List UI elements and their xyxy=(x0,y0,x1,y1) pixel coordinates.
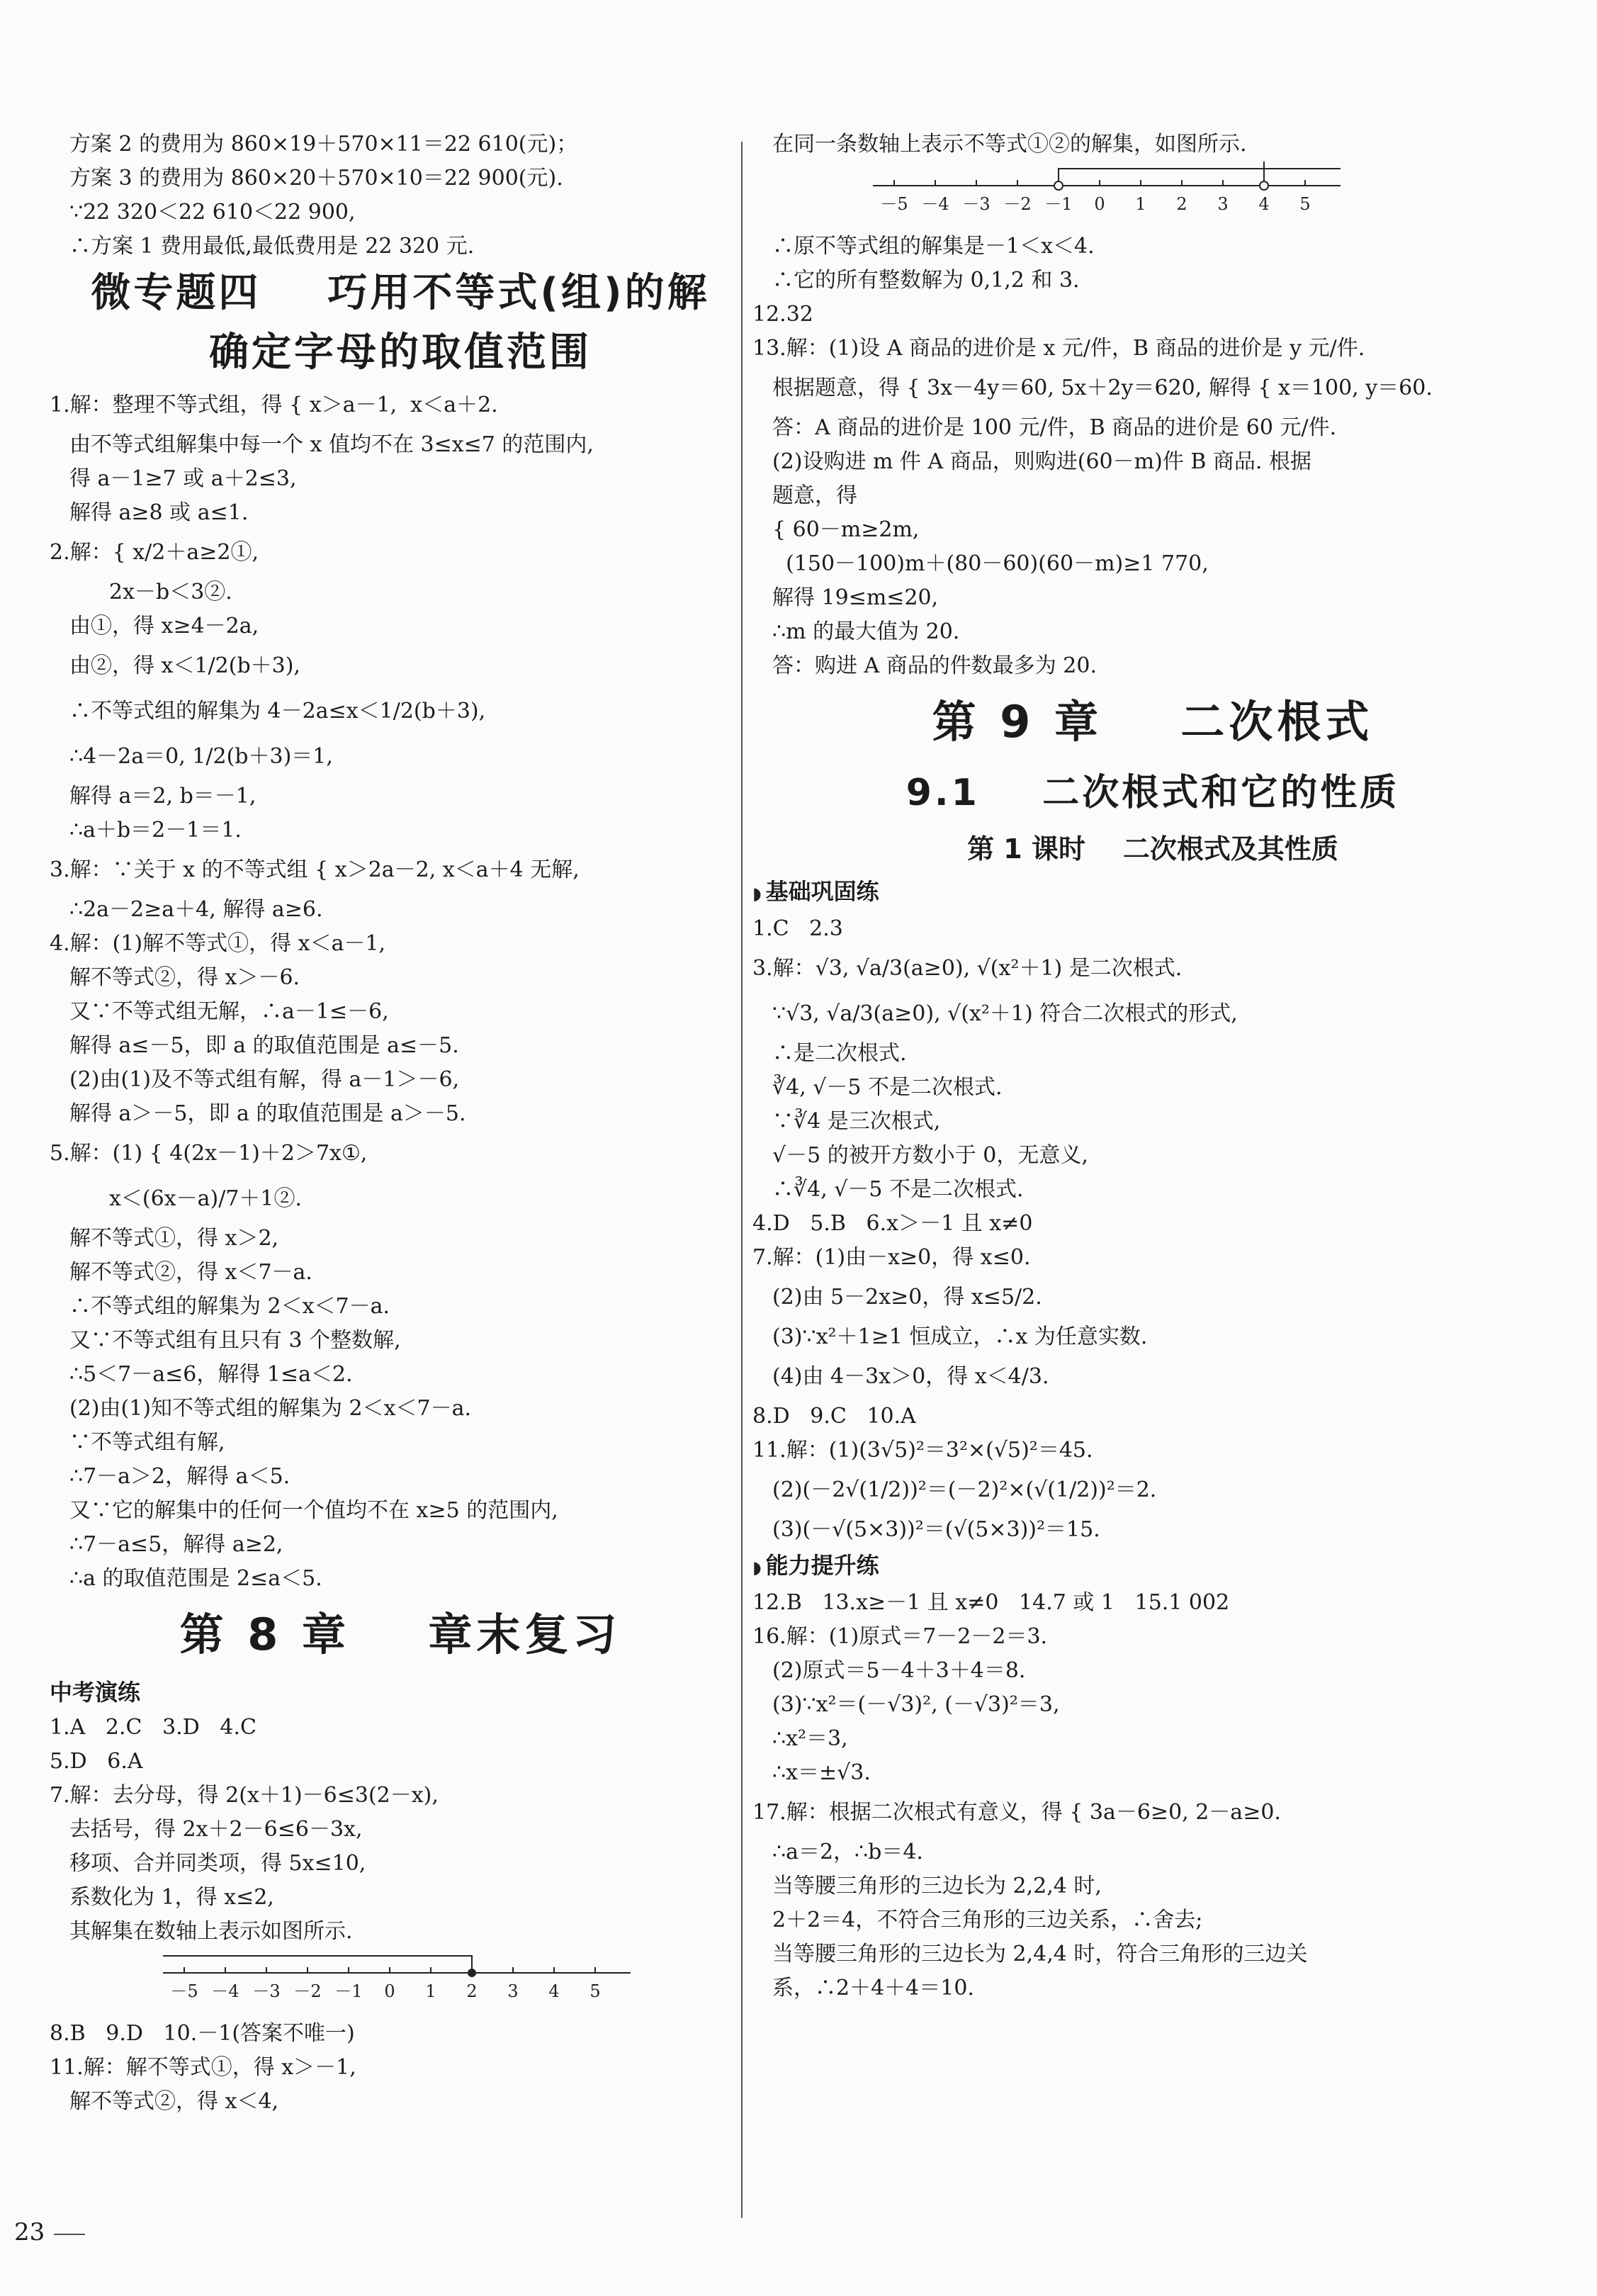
answer-line: ∴方案 1 费用最低,最低费用是 22 320 元. xyxy=(69,234,475,259)
answer-line: ∵不等式组有解, xyxy=(69,1430,225,1455)
number-line-tick-label: －5 xyxy=(170,1981,198,2001)
answer-line: ∴7－a≤5，解得 a≥2, xyxy=(69,1532,283,1557)
answer-line: 系数化为 1，得 x≤2, xyxy=(69,1885,274,1910)
answer-line: 1.解：整理不等式组，得 { x＞a－1, x＜a＋2. xyxy=(50,393,498,417)
section-title: 微专题四 巧用不等式(组)的解 xyxy=(91,270,710,316)
answer-line: 11.解：(1)(3√5)²＝3²×(√5)²＝45. xyxy=(752,1438,1093,1463)
number-line-tick-label: －1 xyxy=(1044,194,1073,214)
left-column xyxy=(50,128,751,2119)
answer-line: ∵∛4 是三次根式, xyxy=(772,1109,941,1134)
heading-label: 能力提升练 xyxy=(765,1552,879,1579)
answer-line: 5.解：(1) { 4(2x－1)＋2＞7x①, xyxy=(50,1141,368,1166)
answer-line: 7.解：(1)由－x≥0，得 x≤0. xyxy=(752,1245,1031,1270)
answer-line: (150－100)m＋(80－60)(60－m)≥1 770, xyxy=(772,551,1209,576)
answer-line: (2)(－2√(1/2))²＝(－2)²×(√(1/2))²＝2. xyxy=(772,1478,1157,1502)
answer-line: 方案 3 的费用为 860×20＋570×10＝22 900(元). xyxy=(69,166,563,191)
answer-line: 解不等式②，得 x＜4, xyxy=(69,2089,279,2114)
number-line-tick-label: －1 xyxy=(334,1981,363,2001)
answer-line: ∵√3, √a/3(a≥0), √(x²＋1) 符合二次根式的形式, xyxy=(772,1001,1238,1026)
number-line-tick-label: 2 xyxy=(466,1981,478,2001)
answer-line: 解得 a＞－5，即 a 的取值范围是 a＞－5. xyxy=(69,1101,466,1126)
answer-line: 移项、合并同类项，得 5x≤10, xyxy=(69,1851,366,1876)
number-line-tick-label: －2 xyxy=(1003,194,1032,214)
answer-line: x＜(6x－a)/7＋1②. xyxy=(109,1186,303,1211)
number-line-tick-label: 5 xyxy=(589,1981,601,2001)
number-line-tick-label: 0 xyxy=(384,1981,395,2001)
answer-line: ∴不等式组的解集为 2＜x＜7－a. xyxy=(69,1294,390,1319)
number-line-figure xyxy=(873,162,1553,230)
exercise-heading xyxy=(752,1547,1553,1586)
number-line-tick-label: －4 xyxy=(211,1981,239,2001)
answer-line: 系，∴2＋4＋4＝10. xyxy=(772,1976,974,2000)
answer-line: 根据题意，得 { 3x－4y＝60, 5x＋2y＝620, 解得 { x＝100, y＝60. xyxy=(772,376,1433,400)
number-line-tick-label: －4 xyxy=(921,194,949,214)
answer-line: 解得 19≤m≤20, xyxy=(772,585,939,610)
answer-line: ∴4－2a＝0, 1/2(b＋3)＝1, xyxy=(69,744,333,769)
exercise-heading xyxy=(752,873,1553,912)
answer-line: 方案 2 的费用为 860×19＋570×11＝22 610(元)； xyxy=(69,132,578,157)
answer-line: (2)设购进 m 件 A 商品，则购进(60－m)件 B 商品. 根据 xyxy=(772,449,1311,474)
heading-label: 中考演练 xyxy=(50,1679,141,1706)
answer-line: √－5 的被开方数小于 0，无意义, xyxy=(772,1143,1088,1168)
section-title: 第 1 课时 二次根式及其性质 xyxy=(967,833,1338,865)
solution-range-bracket-1 xyxy=(1059,169,1341,181)
answer-line: 由不等式组解集中每一个 x 值均不在 3≤x≤7 的范围内, xyxy=(69,432,594,457)
heading-label: 基础巩固练 xyxy=(765,878,879,905)
answer-line: 17.解：根据二次根式有意义，得 { 3a－6≥0, 2－a≥0. xyxy=(752,1800,1281,1825)
answer-line: 11.解：解不等式①，得 x＞－1, xyxy=(50,2055,356,2080)
answer-line: 12.32 xyxy=(752,302,813,327)
answer-line: 答：购进 A 商品的件数最多为 20. xyxy=(772,653,1097,678)
answer-line: 12.B 13.x≥－1 且 x≠0 14.7 或 1 15.1 002 xyxy=(752,1590,1230,1615)
answer-line: ∴m 的最大值为 20. xyxy=(772,619,960,644)
answer-line: ∴是二次根式. xyxy=(772,1041,907,1066)
answer-line: 2x－b＜3②. xyxy=(109,580,232,604)
heading-marker-icon: ◗ xyxy=(752,1558,762,1577)
answer-line: 1.C 2.3 xyxy=(752,916,843,941)
answer-line: 得 a－1≥7 或 a＋2≤3, xyxy=(69,466,297,491)
answer-line: 当等腰三角形的三边长为 2,2,4 时, xyxy=(772,1874,1102,1898)
answer-line: ∛4, √－5 不是二次根式. xyxy=(772,1075,1003,1100)
answer-line: 又∵不等式组无解，∴a－1≤－6, xyxy=(69,999,389,1024)
answer-line: 2.解：{ x/2＋a≥2①, xyxy=(50,540,259,565)
answer-line: ∴a 的取值范围是 2≤a＜5. xyxy=(69,1566,322,1591)
closed-endpoint xyxy=(468,1969,476,1977)
answer-line: ∴a＋b＝2－1＝1. xyxy=(69,818,242,843)
answer-line: (2)由(1)及不等式组有解，得 a－1＞－6, xyxy=(69,1067,460,1092)
answer-line: ∴x＝±√3. xyxy=(772,1760,871,1785)
section-title: 9.1 二次根式和它的性质 xyxy=(905,772,1400,814)
answer-line: 解不等式②，得 x＞－6. xyxy=(69,965,300,990)
number-line-svg xyxy=(873,162,1341,230)
answer-line: (2)由(1)知不等式组的解集为 2＜x＜7－a. xyxy=(69,1396,472,1421)
answer-line: 去括号，得 2x＋2－6≤6－3x, xyxy=(69,1817,363,1842)
answer-line: 当等腰三角形的三边长为 2,4,4 时，符合三角形的三边关 xyxy=(772,1942,1308,1966)
answer-line: (3)∵x²＋1≥1 恒成立，∴x 为任意实数. xyxy=(772,1324,1148,1349)
answer-line: { 60－m≥2m, xyxy=(772,517,920,542)
answer-line: 7.解：去分母，得 2(x＋1)－6≤3(2－x), xyxy=(50,1783,439,1808)
page-number: 23 xyxy=(14,2218,45,2246)
answer-line: 解得 a＝2, b＝－1, xyxy=(69,784,256,809)
number-line-tick-label: －3 xyxy=(962,194,991,214)
section-title: 第 9 章 二次根式 xyxy=(932,696,1374,748)
number-line-tick-label: 5 xyxy=(1299,194,1311,214)
answer-line: ∴x²＝3, xyxy=(772,1726,848,1751)
answer-line: 1.A 2.C 3.D 4.C xyxy=(50,1715,256,1740)
answer-line: (2)原式＝5－4＋3＋4＝8. xyxy=(772,1658,1026,1683)
number-line-tick-label: 4 xyxy=(548,1981,560,2001)
number-line-figure xyxy=(163,1949,751,2017)
answer-line: 又∵不等式组有且只有 3 个整数解, xyxy=(69,1328,401,1353)
right-column xyxy=(752,128,1553,2005)
answer-line: 答：A 商品的进价是 100 元/件，B 商品的进价是 60 元/件. xyxy=(772,415,1337,440)
solution-range-bracket-2 xyxy=(887,162,1264,181)
answer-line: ∵22 320＜22 610＜22 900, xyxy=(69,200,356,225)
answer-line: 解不等式②，得 x＜7－a. xyxy=(69,1260,312,1285)
answer-line: 8.B 9.D 10.－1(答案不唯一) xyxy=(50,2021,355,2046)
answer-line: (3)(－√(5×3))²＝(√(5×3))²＝15. xyxy=(772,1517,1100,1542)
number-line-tick-label: 1 xyxy=(1135,194,1146,214)
number-line-tick-label: 0 xyxy=(1094,194,1105,214)
number-line-tick-label: 4 xyxy=(1258,194,1270,214)
answer-line: 2＋2＝4，不符合三角形的三边关系，∴舍去; xyxy=(772,1908,1203,1932)
open-endpoint xyxy=(1054,181,1063,190)
answer-line: 在同一条数轴上表示不等式①②的解集，如图所示. xyxy=(772,132,1247,157)
answer-line: ∴2a－2≥a＋4, 解得 a≥6. xyxy=(69,897,323,922)
answer-line: ∴5＜7－a≤6，解得 1≤a＜2. xyxy=(69,1362,353,1387)
answer-line: 5.D 6.A xyxy=(50,1749,143,1774)
answer-line: 4.解：(1)解不等式①，得 x＜a－1, xyxy=(50,931,386,956)
answer-line: ∴不等式组的解集为 4－2a≤x＜1/2(b＋3), xyxy=(69,699,486,724)
answer-line: ∴原不等式组的解集是－1＜x＜4. xyxy=(772,234,1095,259)
page-number-dash xyxy=(54,2234,85,2235)
exercise-heading xyxy=(50,1674,751,1711)
answer-line: 由②，得 x＜1/2(b＋3), xyxy=(69,653,300,678)
answer-line: 解不等式①，得 x＞2, xyxy=(69,1226,279,1251)
answer-line: 由①，得 x≥4－2a, xyxy=(69,614,259,638)
number-line-tick-label: －3 xyxy=(252,1981,281,2001)
answer-line: 其解集在数轴上表示如图所示. xyxy=(69,1919,353,1944)
answer-line: ∴7－a＞2，解得 a＜5. xyxy=(69,1464,290,1489)
answer-line: (3)∵x²＝(－√3)², (－√3)²＝3, xyxy=(772,1692,1060,1717)
answer-line: 16.解：(1)原式＝7－2－2＝3. xyxy=(752,1624,1048,1649)
answer-line: 解得 a≥8 或 a≤1. xyxy=(69,500,249,525)
answer-line: (2)由 5－2x≥0，得 x≤5/2. xyxy=(772,1285,1042,1310)
open-endpoint xyxy=(1260,181,1268,190)
number-line-tick-label: 1 xyxy=(425,1981,436,2001)
answer-line: 解得 a≤－5，即 a 的取值范围是 a≤－5. xyxy=(69,1033,459,1058)
answer-line: 4.D 5.B 6.x＞－1 且 x≠0 xyxy=(752,1211,1033,1236)
answer-line: 8.D 9.C 10.A xyxy=(752,1404,916,1429)
number-line-tick-label: 2 xyxy=(1176,194,1187,214)
answer-line: 又∵它的解集中的任何一个值均不在 x≥5 的范围内, xyxy=(69,1498,558,1523)
answer-line: 3.解：∵关于 x 的不等式组 { x＞2a－2, x＜a＋4 无解, xyxy=(50,857,580,882)
answer-line: (4)由 4－3x＞0，得 x＜4/3. xyxy=(772,1364,1049,1389)
number-line-tick-label: －2 xyxy=(293,1981,322,2001)
column-divider xyxy=(741,142,743,2218)
number-line-tick-label: －5 xyxy=(880,194,908,214)
solution-range-bracket xyxy=(163,1956,472,1970)
answer-line: 题意，得 xyxy=(772,483,857,508)
number-line-svg xyxy=(163,1949,631,2017)
number-line-tick-label: 3 xyxy=(507,1981,519,2001)
section-title: 第 8 章 章末复习 xyxy=(179,1609,621,1660)
answer-line: ∴∛4, √－5 不是二次根式. xyxy=(772,1177,1024,1202)
number-line-tick-label: 3 xyxy=(1217,194,1229,214)
answer-line: 3.解：√3, √a/3(a≥0), √(x²＋1) 是二次根式. xyxy=(752,956,1183,981)
heading-marker-icon: ◗ xyxy=(752,884,762,904)
answer-line: ∴它的所有整数解为 0,1,2 和 3. xyxy=(772,268,1080,293)
section-title: 确定字母的取值范围 xyxy=(209,330,592,376)
answer-line: ∴a＝2，∴b＝4. xyxy=(772,1840,923,1864)
answer-line: 13.解：(1)设 A 商品的进价是 x 元/件，B 商品的进价是 y 元/件. xyxy=(752,336,1365,361)
